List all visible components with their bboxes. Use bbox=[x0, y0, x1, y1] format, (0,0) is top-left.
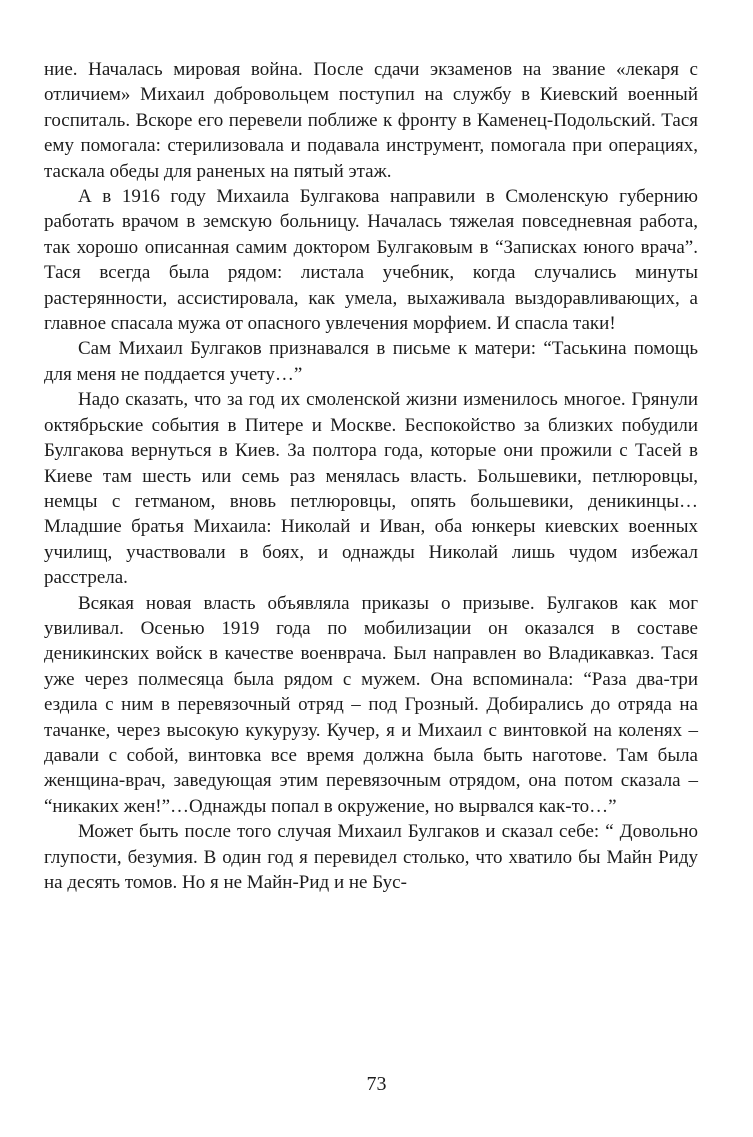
paragraph: Может быть после того случая Михаил Булгаков и сказал себе: “ Довольно глупости, безумия. В один год я перевидел столько, что хватило бы Майн Риду на десять томов. Но я не Майн-Рид и не Бус- bbox=[44, 821, 698, 893]
page-number: 73 bbox=[366, 1073, 387, 1095]
paragraph: А в 1916 году Михаила Булгакова направили в Смоленскую губернию работать врачом в земскую больницу. Началась тяжелая повседневная работа, так хорошо описанная самим доктором Булгаковым в “Записках юного врача”. Тася всегда была рядом: листала учебник, когда случались минуты растерянности, ассистировала, как умела, выхаживала выздоравливающих, а главное спасала мужа от опасного увлечения морфием. И спасла таки! bbox=[44, 186, 698, 335]
book-page-text bbox=[44, 57, 698, 895]
paragraph: Сам Михаил Булгаков признавался в письме к матери: “Таськина помощь для меня не поддается учету…” bbox=[44, 338, 698, 385]
paragraph: Всякая новая власть объявляла приказы о призыве. Булгаков как мог увиливал. Осенью 1919 года по мобилизации он оказался в составе деникинских войск в качестве военврача. Был направлен во Владикавказ. Тася уже через полмесяца была рядом с мужем. Она вспоминала: “Раза два-три ездила с ним в перевязочный отряд – под Грозный. Добирались до отряда на тачанке, через высокую кукурузу. Кучер, я и Михаил с винтовкой на коленях – давали с собой, винтовка все время должна была быть наготове. Там была женщина-врач, заведующая этим перевязочным отрядом, она потом сказала – “никаких жен!”…Однажды попал в окружение, но вырвался как-то…” bbox=[44, 592, 698, 817]
paragraph: Надо сказать, что за год их смоленской жизни изменилось многое. Грянули октябрьские события в Питере и Москве. Беспокойство за близких побудили Булгакова вернуться в Киев. За полтора года, которые они прожили с Тасей в Киеве там шесть или семь раз менялась власть. Большевики, петлюровцы, немцы с гетманом, вновь петлюровцы, опять большевики, деникинцы… Младшие братья Михаила: Николай и Иван, оба юнкеры киевских военных училищ, участвовали в боях, и однажды Николай лишь чудом избежал расстрела. bbox=[44, 389, 698, 589]
paragraph-continuation: ние. Началась мировая война. После сдачи экзаменов на звание «лекаря с отличием» Михаил добровольцем поступил на службу в Киевский военный госпиталь. Вскоре его перевели поближе к фронту в Каменец-Подольский. Тася ему помогала: стерилизовала и подавала инструмент, помогала при операциях, таскала обеды для раненых на пятый этаж. bbox=[44, 59, 698, 182]
